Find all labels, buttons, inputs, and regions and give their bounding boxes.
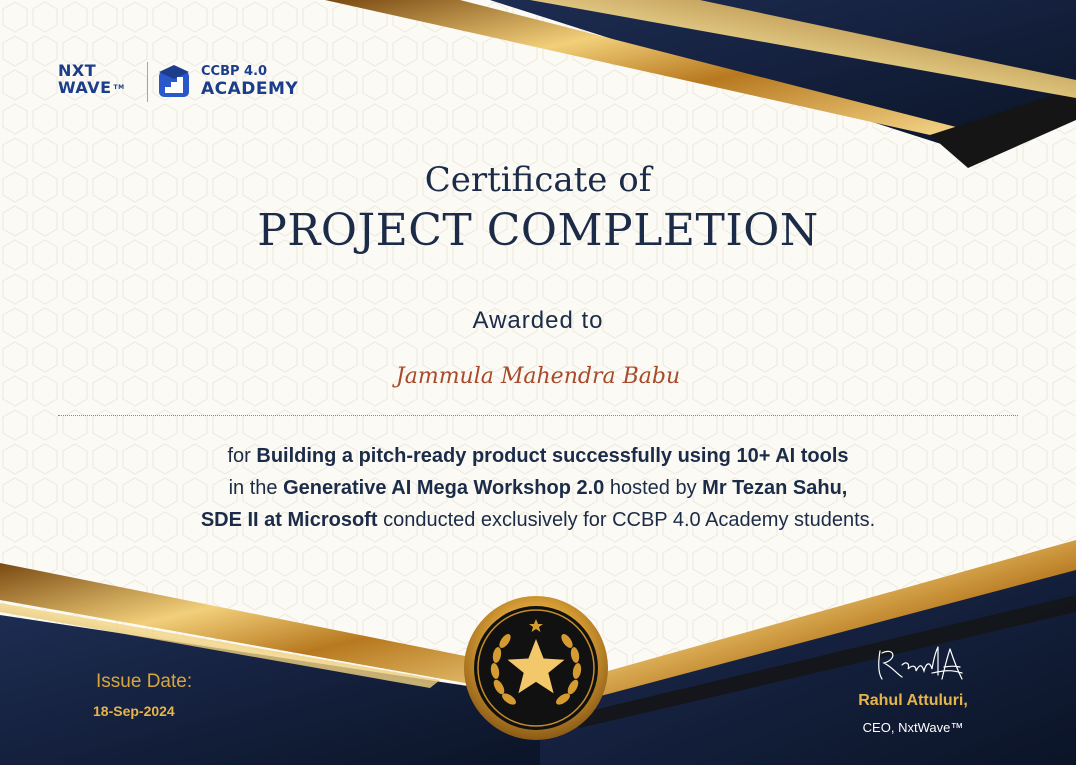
nxtwave-logo-line1: NXT [58, 61, 97, 80]
description-line2 [0, 472, 1076, 504]
description-bold-4: SDE II at Microsoft [200, 509, 378, 531]
certificate-title-line2: PROJECT COMPLETION [257, 205, 819, 256]
graduation-cap-icon [157, 63, 191, 99]
description-bold-1: Building a pitch-ready product successfully using 10+ AI tools [256, 445, 849, 467]
description-bold-2: Generative AI Mega Workshop 2.0 [283, 477, 605, 499]
ccbp-academy-logo [201, 64, 298, 99]
star-laurel-seal-icon [463, 595, 609, 741]
logo-divider [147, 62, 148, 102]
recipient-name: Jammula Mahendra Babu [395, 364, 681, 389]
description-line3 [0, 504, 1076, 536]
signer-role: CEO, NxtWave™ [862, 720, 964, 735]
description-text-1: for [227, 445, 257, 467]
signature-icon [872, 643, 972, 685]
issue-date-value: 18-Sep-2024 [93, 703, 175, 719]
nxtwave-logo-tm: TM [113, 84, 125, 91]
dotted-divider [58, 415, 1018, 416]
certificate-description [0, 440, 1076, 536]
awarded-to-label: Awarded to [472, 307, 604, 334]
signer-name: Rahul Attuluri, [858, 692, 968, 709]
description-text-4: conducted exclusively for CCBP 4.0 Academy students. [377, 509, 876, 531]
nxtwave-logo-line2: WAVE [58, 78, 112, 97]
ccbp-logo-line2: ACADEMY [201, 79, 299, 99]
certificate-title-line1: Certificate of [424, 160, 652, 200]
description-bold-3: Mr Tezan Sahu, [702, 477, 848, 499]
description-text-3: hosted by [604, 477, 703, 499]
description-line1 [0, 440, 1076, 472]
description-text-2: in the [228, 477, 284, 499]
nxtwave-logo [58, 62, 125, 96]
issue-date-label: Issue Date: [96, 671, 193, 692]
ccbp-logo-line1: CCBP 4.0 [201, 64, 268, 79]
